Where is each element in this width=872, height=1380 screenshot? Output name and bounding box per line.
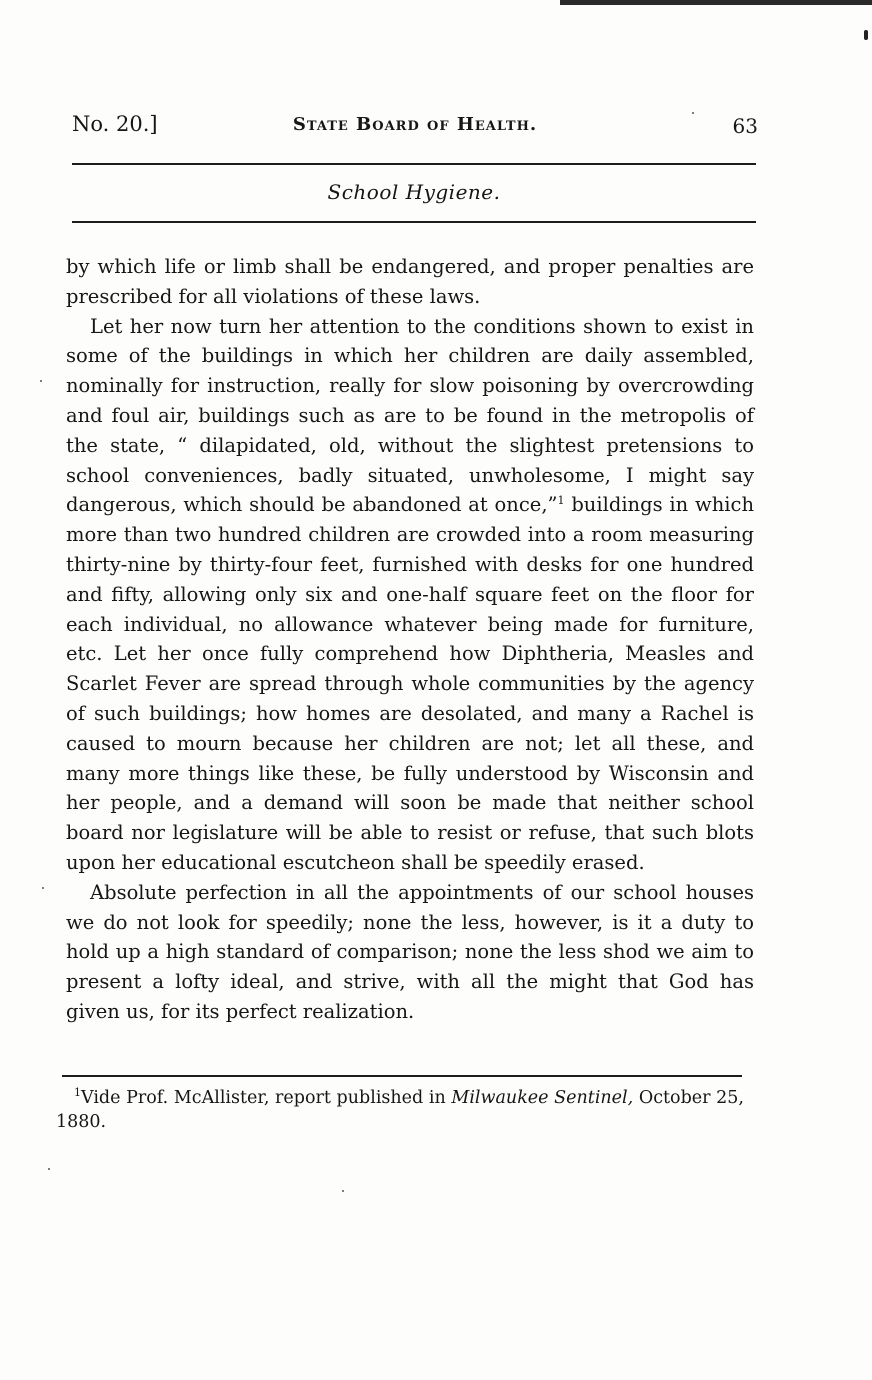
footnote-date: October 25, 1880. bbox=[56, 1088, 744, 1132]
footnote-text: Vide Prof. McAllister, report published in bbox=[81, 1088, 452, 1108]
paper-speck bbox=[692, 112, 694, 114]
body-text bbox=[66, 252, 754, 1027]
paragraph bbox=[66, 312, 754, 878]
footnote-marker: 1 bbox=[74, 1086, 81, 1099]
paper-speck bbox=[342, 1190, 344, 1192]
document-number: No. 20.] bbox=[72, 112, 158, 136]
footnote-source: Milwaukee Sentinel, bbox=[451, 1088, 634, 1108]
page-number: 63 bbox=[732, 114, 758, 138]
footnote-reference: 1 bbox=[557, 494, 565, 508]
paragraph-continued: by which life or limb shall be endangered, and proper penalties are prescribed for all violations of these laws. bbox=[66, 255, 754, 308]
paper-speck bbox=[48, 1168, 50, 1170]
paper-speck bbox=[42, 887, 44, 889]
running-head bbox=[72, 112, 758, 140]
paragraph-text: Let her now turn her attention to the conditions shown to exist in some of the buildings in which her children are daily assembled, nominally for instruction, really for slow poisoning by overcrowding and foul air, buildings such as are to be found in the metropolis of the state, “ dilapidated, old, without the slightest pretensions to school conveniences, badly situated, unwholesome, I might say dangerous, which should be abandoned at once,” bbox=[66, 314, 754, 517]
header-rule bbox=[72, 163, 756, 165]
publication-title: State Board of Health. bbox=[292, 114, 538, 135]
paragraph-text-continued: buildings in which more than two hundred children are crowded into a room measuring thirty-nine by thirty-four feet, furnished with desks for one hundred and fifty, allowing only six and one-half square feet on the floor for each individual, no allowance whatever being made for furniture, etc. Let her once fully comprehend how Diphtheria, Measles and Scarlet Fever are spread through whole communities by the agency of such buildings; how homes are desolated, and many a Rachel is caused to mourn because her children are not; let all these, and many more things like these, be fully understood by Wisconsin and her people, and a demand will soon be made that neither school board nor legislature will be able to resist or refuse, that such blots upon her educational escutcheon shall be speedily erased. bbox=[66, 493, 754, 874]
paper-speck bbox=[40, 380, 42, 382]
section-title: School Hygiene. bbox=[327, 180, 501, 204]
page-edge-shadow bbox=[560, 0, 872, 5]
footnote bbox=[56, 1086, 744, 1134]
ink-mark bbox=[864, 30, 868, 40]
footnote-rule bbox=[62, 1075, 742, 1077]
paragraph: Absolute perfection in all the appointments of our school houses we do not look for speedily; none the less, however, is it a duty to hold up a high standard of comparison; none the less shod we aim to present a lofty ideal, and strive, with all the might that God has given us, for its perfect realization. bbox=[66, 880, 754, 1023]
section-rule bbox=[72, 221, 756, 223]
footnote-body bbox=[56, 1086, 744, 1134]
